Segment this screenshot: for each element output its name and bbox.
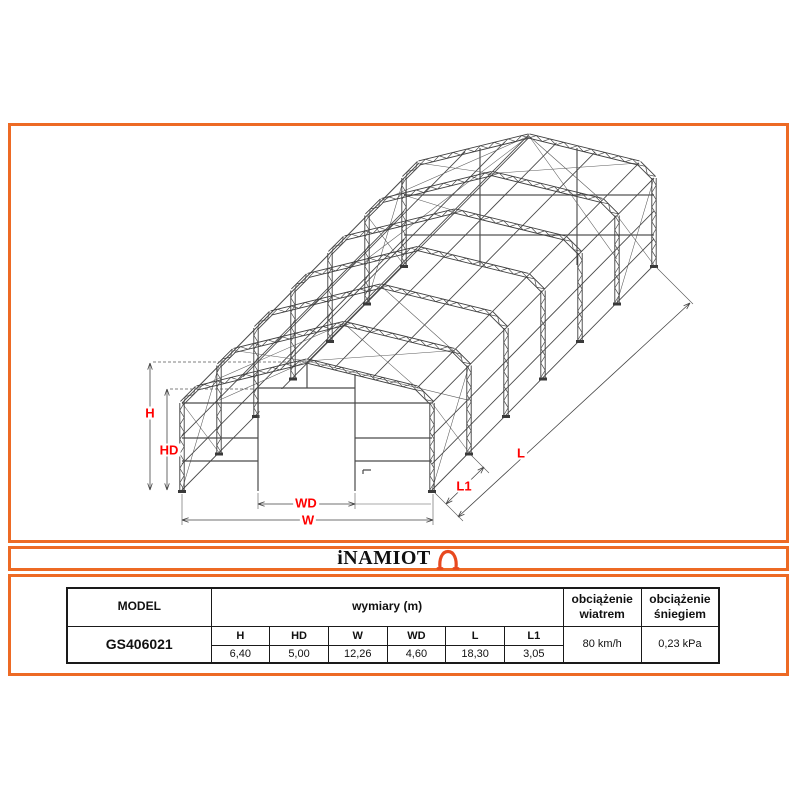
dim-label-wd: WD <box>295 495 317 511</box>
dim-value: 5,00 <box>270 645 329 663</box>
dim-col-header: WD <box>387 626 446 645</box>
snow-value: 0,23 kPa <box>641 626 719 663</box>
spec-table <box>66 587 720 664</box>
dim-col-header: L <box>446 626 505 645</box>
dim-value: 12,26 <box>328 645 387 663</box>
table-header-snow: obciążenie śniegiem <box>641 588 719 626</box>
dim-col-header: L1 <box>504 626 563 645</box>
dim-label-h: H <box>145 405 155 421</box>
dim-label-w: W <box>301 512 315 528</box>
dim-value: 6,40 <box>211 645 270 663</box>
spec-frame <box>8 574 789 676</box>
dim-value: 4,60 <box>387 645 446 663</box>
tent-icon <box>436 548 460 570</box>
dim-value: 18,30 <box>446 645 505 663</box>
brand-name: iNAMIOT <box>337 547 431 569</box>
dim-label-l1: L1 <box>456 478 472 494</box>
model-value: GS406021 <box>67 626 211 663</box>
wind-value: 80 km/h <box>563 626 641 663</box>
dim-value: 3,05 <box>504 645 563 663</box>
dim-label-hd: HD <box>159 442 179 458</box>
dim-col-header: W <box>328 626 387 645</box>
table-header-wind: obciążenie wiatrem <box>563 588 641 626</box>
structure-drawing <box>8 123 789 543</box>
drawing-frame <box>8 123 789 543</box>
dim-col-header: H <box>211 626 270 645</box>
dim-col-header: HD <box>270 626 329 645</box>
table-header-model: MODEL <box>67 588 211 626</box>
dim-label-l: L <box>517 445 525 461</box>
logo-banner <box>8 546 789 571</box>
table-header-dims: wymiary (m) <box>211 588 563 626</box>
